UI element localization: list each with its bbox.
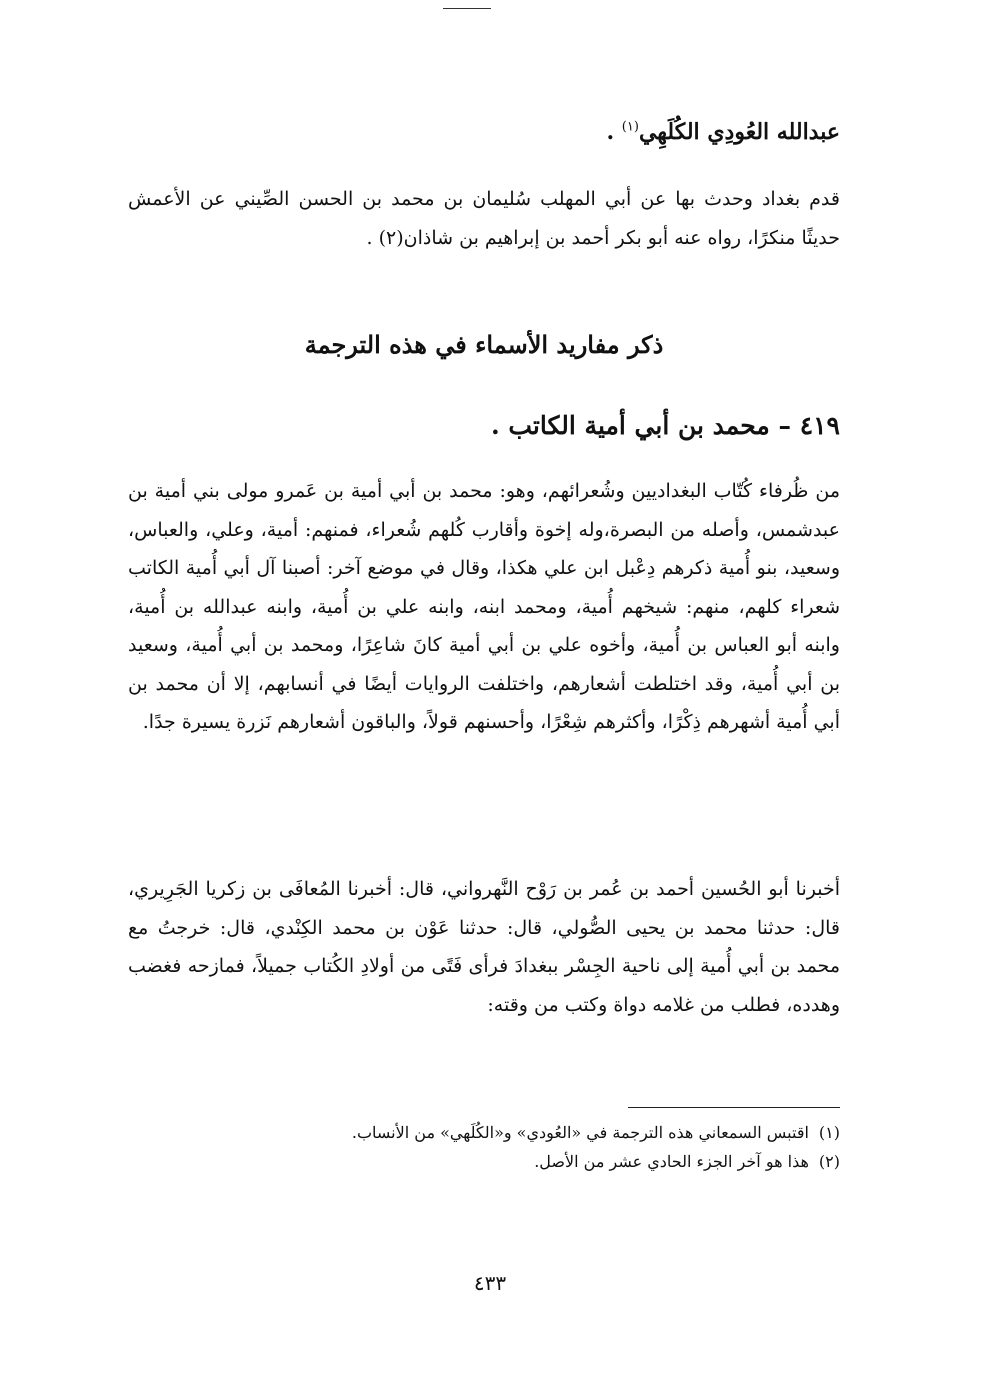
- entry-heading-end: .: [606, 119, 622, 145]
- footnote-1-number: (١): [818, 1123, 840, 1142]
- section-title: ذكر مفاريد الأسماء في هذه الترجمة: [304, 330, 664, 359]
- footnote-2-number: (٢): [818, 1152, 840, 1171]
- footnote-separator: [628, 1107, 840, 1108]
- footnote-ref-1[interactable]: (١): [621, 119, 639, 135]
- page-number: ٤٣٣: [473, 1271, 507, 1295]
- footnote-2-text: هذا هو آخر الجزء الحادي عشر من الأصل.: [534, 1152, 809, 1171]
- footnote-2: [128, 1147, 840, 1176]
- entry-heading-name: عبدالله العُودِي الكُلَهِي: [638, 119, 840, 145]
- paragraph-3: أخبرنا أبو الحُسين أحمد بن عُمر بن رَوْح النَّهرواني، قال: أخبرنا المُعافَى بن زكريا الجَرِيري، قال: حدثنا محمد بن يحيى الصُّولي، قال: حدثنا عَوْن بن محمد الكِنْدي، قال: خرجتُ مع محمد بن أبي أُمية إلى ناحية الجِسْر ببغدادَ فرأى فَتًى من أولادِ الكُتاب جميلاً، فمازحه فغضب وهدده، فطلب من غلامه دواة وكتب من وقته:: [128, 878, 840, 1016]
- footnote-1-text: اقتبس السمعاني هذه الترجمة في «العُودي» و«الكُلَهي» من الأنساب.: [351, 1123, 809, 1142]
- paragraph-1: قدم بغداد وحدث بها عن أبي المهلب سُليمان بن محمد بن الحسن الصِّيني عن الأعمش حديثًا منكرًا، رواه عنه أبو بكر أحمد بن إبراهيم بن شاذان(٢) .: [128, 188, 840, 249]
- entry-heading: [128, 112, 840, 152]
- footnote-1: [128, 1118, 840, 1147]
- top-rule: [443, 8, 491, 9]
- paragraph-2: من ظُرفاء كُتّاب البغداديين وشُعرائهم، وهو: محمد بن أبي أمية بن عَمرو مولى بني أمية بن عبدشمس، وأصله من البصرة،وله إخوة وأقارب كُلهم شُعراء، فمنهم: أمية، وعلي، والعباس، وسعيد، بنو أُمية ذكرهم دِعْبل ابن علي هكذا، وقال في موضع آخر: أصبنا آل أبي أُمية الكاتب شعراء كلهم، منهم: شيخهم أُمية، ومحمد ابنه، وابنه علي بن أُمية، وابنه عبدالله بن أُمية، وابنه أبو العباس بن أُمية، وأخوه علي بن أبي أمية كانَ شاعِرًا، ومحمد بن أبي أُمية، وسعيد بن أبي أُمية، وقد اختلطت أشعارهم، واختلفت الروايات أيضًا في أنسابهم، إلا أن محمد بن أبي أُمية أشهرهم ذِكْرًا، وأكثرهم شِعْرًا، وأحسنهم قولاً، والباقون أشعارهم نَزرة يسيرة جدًا.: [128, 480, 840, 733]
- footnotes: [128, 1118, 840, 1176]
- entry-title: ٤١٩ – محمد بن أبي أمية الكاتب .: [490, 411, 840, 440]
